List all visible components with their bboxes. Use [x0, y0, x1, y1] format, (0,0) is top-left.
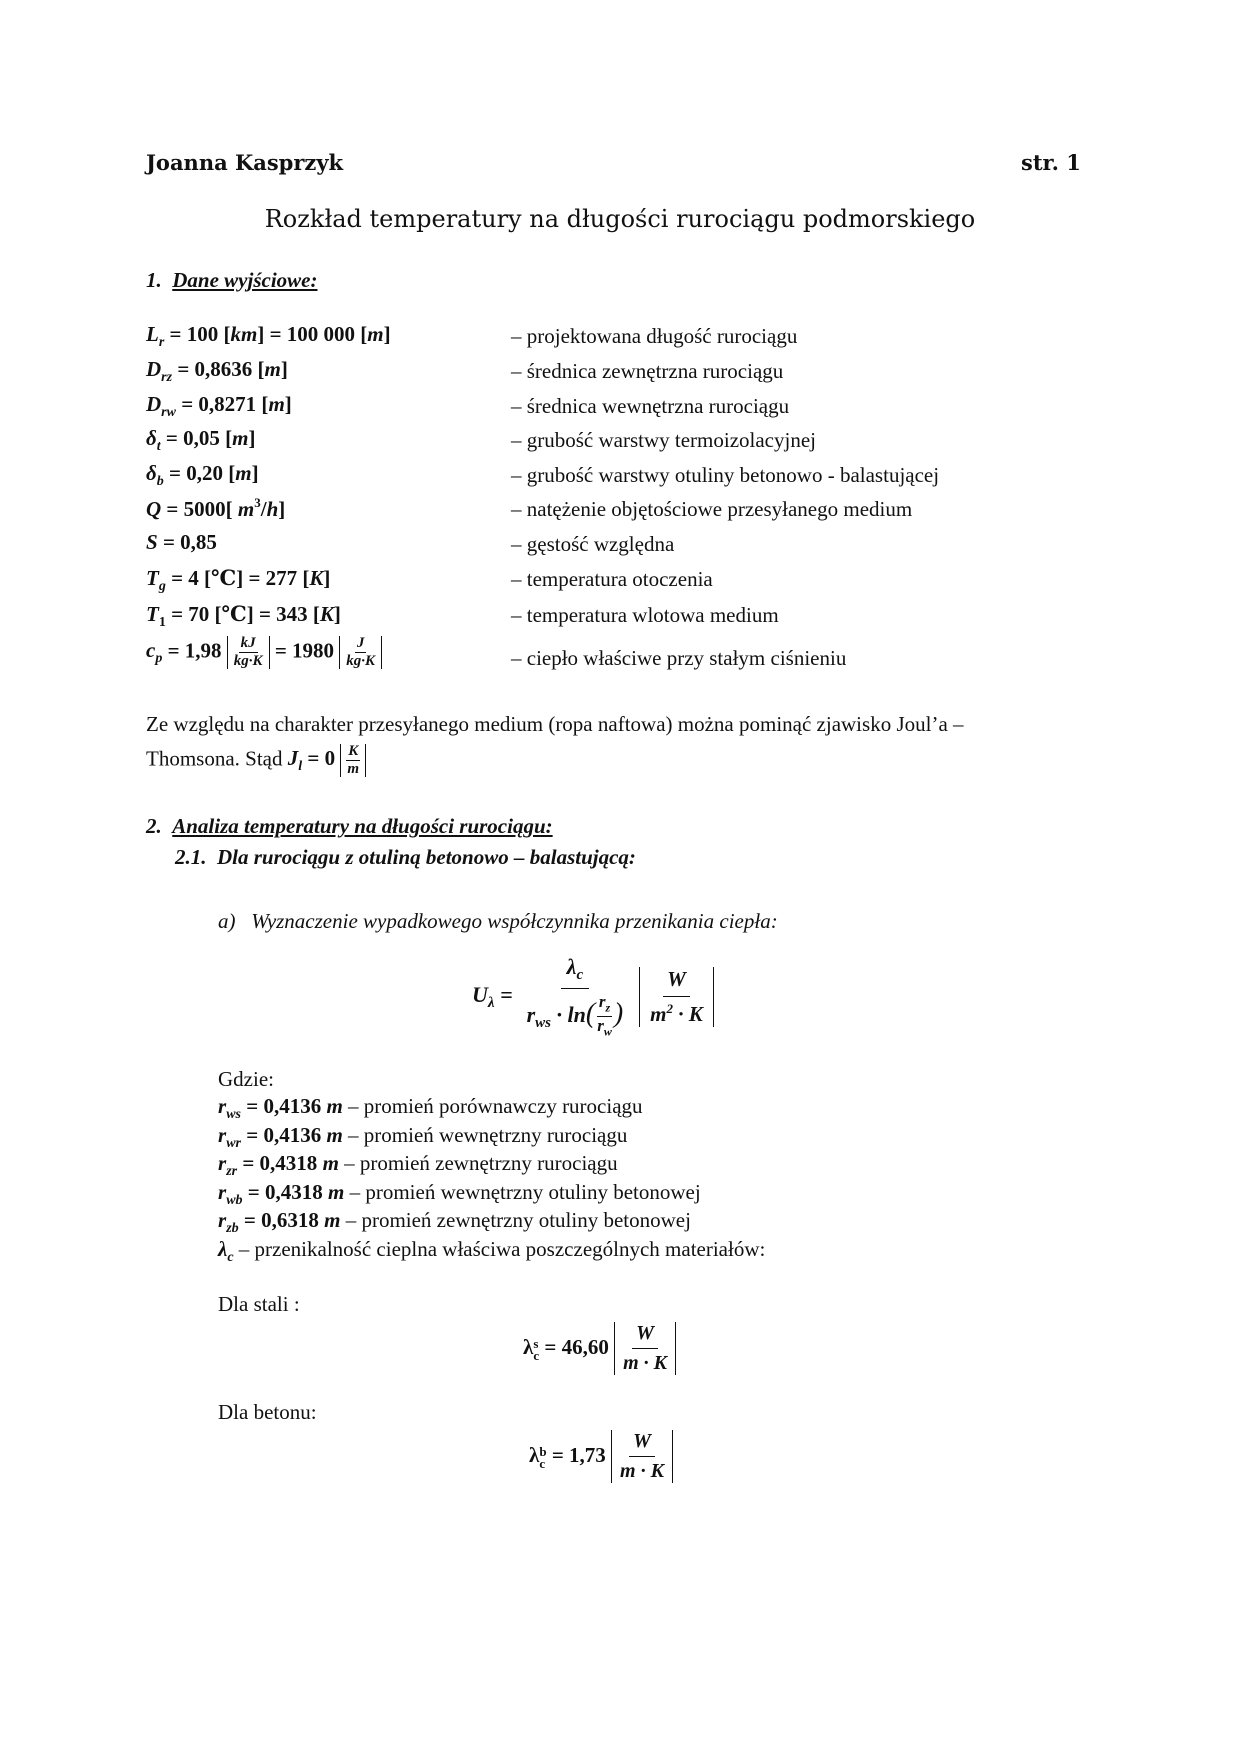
param-Drz: $D_{rz} = 0,8636$ [m] — [146, 357, 288, 385]
section-2-heading — [146, 814, 553, 839]
param-Drw: $D_{rw} = 0,8271$ [m] — [146, 392, 292, 420]
param-T1: $T_1 = 70$ [℃] = 343 [K] — [146, 602, 341, 630]
item-a — [218, 909, 778, 934]
where-list — [218, 1094, 765, 1265]
param-desc: – grubość warstwy otuliny betonowo - balastującej — [511, 463, 940, 487]
paragraph-line-2 — [146, 744, 366, 777]
param-cp: $c_p = 1,98$ $\frac{kJ}{kg\cdot K}$ = 1980 $\frac{J}{kg\cdot K}$ — [146, 636, 382, 669]
subsection-2-1-number: 2.1. — [175, 845, 207, 869]
subsection-2-1-heading — [175, 845, 636, 870]
param-desc: – średnica wewnętrzna rurociągu — [511, 394, 790, 418]
list-item: $r_{zb} = 0,6318$ m – promień zewnętrzny otuliny betonowej — [218, 1208, 691, 1236]
section-2-number: 2. — [146, 814, 162, 838]
page-number: str. 1 — [1021, 150, 1081, 175]
item-a-label: a) — [218, 909, 236, 933]
item-a-text: Wyznaczenie wypadkowego współczynnika przenikania ciepła: — [251, 909, 778, 933]
section-1-title: Dane wyjściowe: — [172, 268, 318, 292]
paragraph-line-2-text: Thomsona. Stąd — [146, 746, 288, 771]
author-name: Joanna Kasprzyk — [146, 150, 344, 175]
list-item: $r_{zr} = 0,4318$ m – promień zewnętrzny rurociągu — [218, 1151, 618, 1179]
formula-u-lambda: $U_\lambda$ = $\lambda_c$ $r_{ws} \cdot \ln$( $\frac{r_z}{r_w}$ ) $\frac{W}{m^2 \cdot K}$ — [472, 954, 714, 1041]
param-desc: – projektowana długość rurociągu — [511, 324, 798, 348]
joule-thomson-formula: $J_l = 0$ $\frac{K}{m}$ — [288, 746, 366, 770]
param-Lr: $L_r = 100$ [km] = 100 000 [m] — [146, 322, 391, 350]
list-item: $r_{wr} = 0,4136$ m – promień wewnętrzny rurociągu — [218, 1122, 628, 1151]
list-item: $\lambda_c$ – przenikalność cieplna właściwa poszczególnych materiałów: — [218, 1236, 766, 1265]
param-delta-t: $\delta_t = 0,05$ [m] — [146, 426, 256, 454]
formula-lambda-concrete: λ b c = 1,73 $\frac{W}{m \cdot K}$ — [529, 1430, 673, 1483]
param-desc: – temperatura otoczenia — [511, 567, 713, 591]
concrete-label: Dla betonu: — [218, 1400, 317, 1424]
document-title: Rozkład temperatury na długości rurociągu podmorskiego — [264, 205, 976, 233]
param-desc: – ciepło właściwe przy stałym ciśnieniu — [511, 646, 847, 670]
paragraph-line-1: Ze względu na charakter przesyłanego medium (ropa naftowa) można pominąć zjawisko Joul’a – — [146, 712, 964, 736]
list-item: $r_{ws} = 0,4136$ m – promień porównawczy rurociągu — [218, 1094, 643, 1122]
param-S: S = 0,85 — [146, 530, 217, 554]
subsection-2-1-title: Dla rurociągu z otuliną betonowo – balastującą: — [217, 845, 636, 869]
section-1-number: 1. — [146, 268, 162, 292]
list-item: $r_{wb} = 0,4318$ m – promień wewnętrzny otuliny betonowej — [218, 1179, 701, 1208]
param-Tg: $T_g = 4$ [℃] = 277 [K] — [146, 566, 331, 594]
param-desc: – natężenie objętościowe przesyłanego medium — [511, 497, 913, 521]
formula-lambda-steel: λ s c = 46,60 $\frac{W}{m \cdot K}$ — [523, 1322, 676, 1375]
param-desc: – średnica zewnętrzna rurociągu — [511, 359, 784, 383]
param-delta-b: $\delta_b = 0,20$ [m] — [146, 461, 259, 489]
param-Q: Q = 5000[ $m^3/h$] — [146, 495, 286, 521]
section-1-heading — [146, 268, 317, 293]
param-desc: – temperatura wlotowa medium — [511, 603, 779, 627]
section-2-title: Analiza temperatury na długości rurociągu: — [172, 814, 553, 838]
param-desc: – gęstość względna — [511, 532, 675, 556]
steel-label: Dla stali : — [218, 1292, 300, 1316]
param-desc: – grubość warstwy termoizolacyjnej — [511, 428, 816, 452]
where-label: Gdzie: — [218, 1067, 274, 1091]
